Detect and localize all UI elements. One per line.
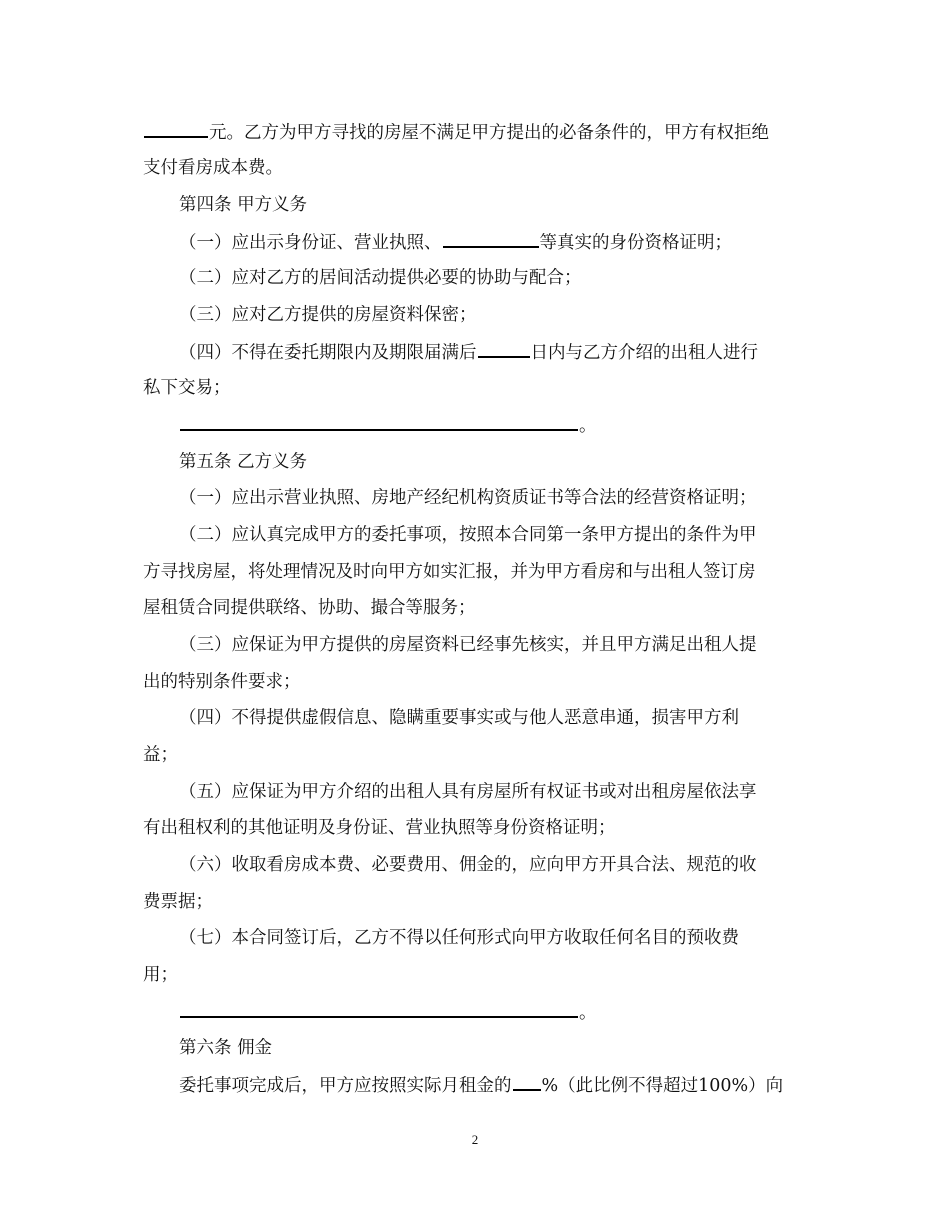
paragraph-line <box>0 963 950 987</box>
paragraph-line <box>0 413 950 438</box>
fill-in-blank <box>443 230 539 248</box>
heading-text: 第五条 乙方义务 <box>179 452 308 472</box>
paragraph-line <box>0 780 950 804</box>
line-text: 方寻找房屋，将处理情况及时向甲方如实汇报，并为甲方看房和与出租人签订房 <box>143 562 756 582</box>
line-text: 支付看房成本费。 <box>143 158 283 178</box>
line-text: （一）应出示营业执照、房地产经纪机构资质证书等合法的经营资格证明； <box>179 488 757 508</box>
paragraph-line <box>0 156 950 180</box>
heading-text: 第六条 佣金 <box>179 1038 273 1058</box>
line-text: （三）应保证为甲方提供的房屋资料已经事先核实，并且甲方满足出租人提 <box>179 635 757 655</box>
line-text: （一）应出示身份证、营业执照、 <box>179 233 442 253</box>
page-number: 2 <box>471 1132 479 1147</box>
line-text: （二）应认真完成甲方的委托事项，按照本合同第一条甲方提出的条件为甲 <box>179 525 757 545</box>
article-6-heading <box>0 1036 950 1060</box>
line-text: 出的特别条件要求； <box>143 672 301 692</box>
paragraph-line <box>0 486 950 510</box>
paragraph-line <box>0 706 950 730</box>
line-text: （三）应对乙方提供的房屋资料保密； <box>179 305 477 325</box>
paragraph-line <box>0 120 950 145</box>
heading-text: 第四条 甲方义务 <box>179 195 308 215</box>
fill-in-blank <box>478 340 530 358</box>
line-text: 私下交易； <box>143 378 231 398</box>
fill-in-blank <box>180 1000 578 1018</box>
paragraph-line <box>0 1000 950 1025</box>
line-text: （五）应保证为甲方介绍的出租人具有房屋所有权证书或对出租房屋依法享 <box>179 782 757 802</box>
line-text: （四）不得在委托期限内及期限届满后 <box>179 343 477 363</box>
article-5-heading <box>0 450 950 474</box>
paragraph-line <box>0 1073 950 1098</box>
fill-in-blank <box>513 1073 541 1091</box>
line-text: 委托事项完成后，甲方应按照实际月租金的 <box>179 1076 512 1096</box>
fill-in-blank <box>180 413 578 431</box>
line-text: 有出租权利的其他证明及身份证、营业执照等身份资格证明； <box>143 818 616 838</box>
line-text: 。 <box>579 1003 597 1023</box>
line-text: %（此比例不得超过100%）向 <box>541 1076 784 1096</box>
fill-in-blank <box>144 120 208 138</box>
line-text: 屋租赁合同提供联络、协助、撮合等服务； <box>143 598 476 618</box>
paragraph-line <box>0 560 950 584</box>
line-text: 。 <box>579 416 597 436</box>
paragraph-line <box>0 340 950 365</box>
paragraph-line <box>0 230 950 255</box>
paragraph-line <box>0 596 950 620</box>
line-text: 元。乙方为甲方寻找的房屋不满足甲方提出的必备条件的，甲方有权拒绝 <box>209 123 769 143</box>
paragraph-line <box>0 670 950 694</box>
line-text: （二）应对乙方的居间活动提供必要的协助与配合； <box>179 268 582 288</box>
line-text: （四）不得提供虚假信息、隐瞒重要事实或与他人恶意串通，损害甲方利 <box>179 708 739 728</box>
line-text: 益； <box>143 745 178 765</box>
paragraph-line <box>0 523 950 547</box>
line-text: 用； <box>143 965 178 985</box>
paragraph-line <box>0 743 950 767</box>
paragraph-line <box>0 633 950 657</box>
paragraph-line <box>0 303 950 327</box>
paragraph-line <box>0 376 950 400</box>
line-text: （六）收取看房成本费、必要费用、佣金的，应向甲方开具合法、规范的收 <box>179 855 757 875</box>
line-text: 等真实的身份资格证明； <box>539 233 732 253</box>
paragraph-line <box>0 890 950 914</box>
article-4-heading <box>0 193 950 217</box>
line-text: （七）本合同签订后，乙方不得以任何形式向甲方收取任何名目的预收费 <box>179 928 739 948</box>
paragraph-line <box>0 926 950 950</box>
line-text: 日内与乙方介绍的出租人进行 <box>530 343 758 363</box>
paragraph-line <box>0 816 950 840</box>
line-text: 费票据； <box>143 892 213 912</box>
paragraph-line <box>0 853 950 877</box>
paragraph-line <box>0 266 950 290</box>
